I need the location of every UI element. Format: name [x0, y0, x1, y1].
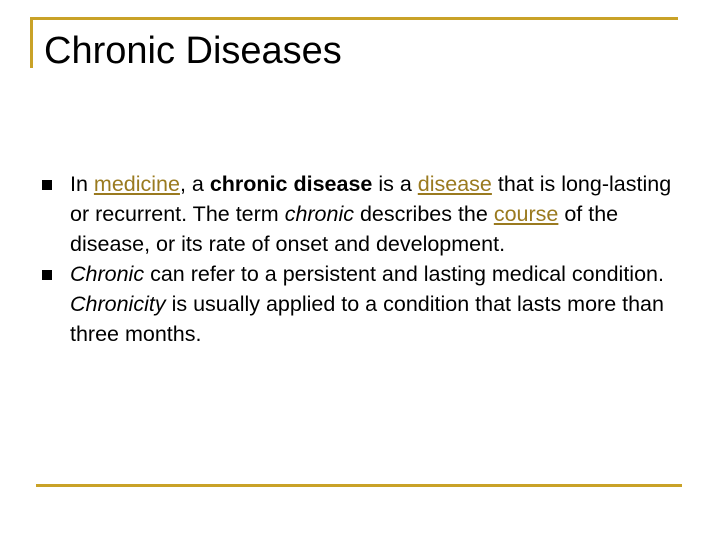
bullet-text: is a	[372, 172, 418, 196]
bullet-item-definition	[40, 169, 680, 259]
bullet-text: In	[70, 172, 94, 196]
square-bullet-icon	[42, 180, 52, 190]
bullet-text: can refer to a persistent and lasting medical condition.	[144, 262, 664, 286]
footer-divider-line	[36, 484, 682, 487]
bold-term-chronic-disease: chronic disease	[209, 172, 373, 196]
link-medicine[interactable]: medicine	[93, 172, 180, 196]
bullet-text: , a	[179, 172, 210, 196]
bullet-text: that is long-lasting or recurrent. The term	[70, 172, 672, 226]
italic-term-chronic: Chronic	[70, 262, 145, 286]
link-disease[interactable]: disease	[417, 172, 492, 196]
bullet-text: describes the	[354, 202, 494, 226]
slide-title: Chronic Diseases	[44, 30, 342, 72]
bullet-text: is usually applied to a condition that lasts more than three months.	[70, 292, 664, 346]
link-course[interactable]: course	[493, 202, 559, 226]
bullet-list	[40, 169, 680, 349]
square-bullet-icon	[42, 270, 52, 280]
title-frame-left-line	[30, 17, 33, 68]
bullet-item-chronicity	[40, 259, 680, 349]
italic-term-chronicity: Chronicity	[70, 292, 166, 316]
italic-term-chronic: chronic	[284, 202, 354, 226]
bullet-text: of the disease, or its rate of onset and development.	[70, 202, 619, 256]
title-frame-top-line	[30, 17, 678, 20]
